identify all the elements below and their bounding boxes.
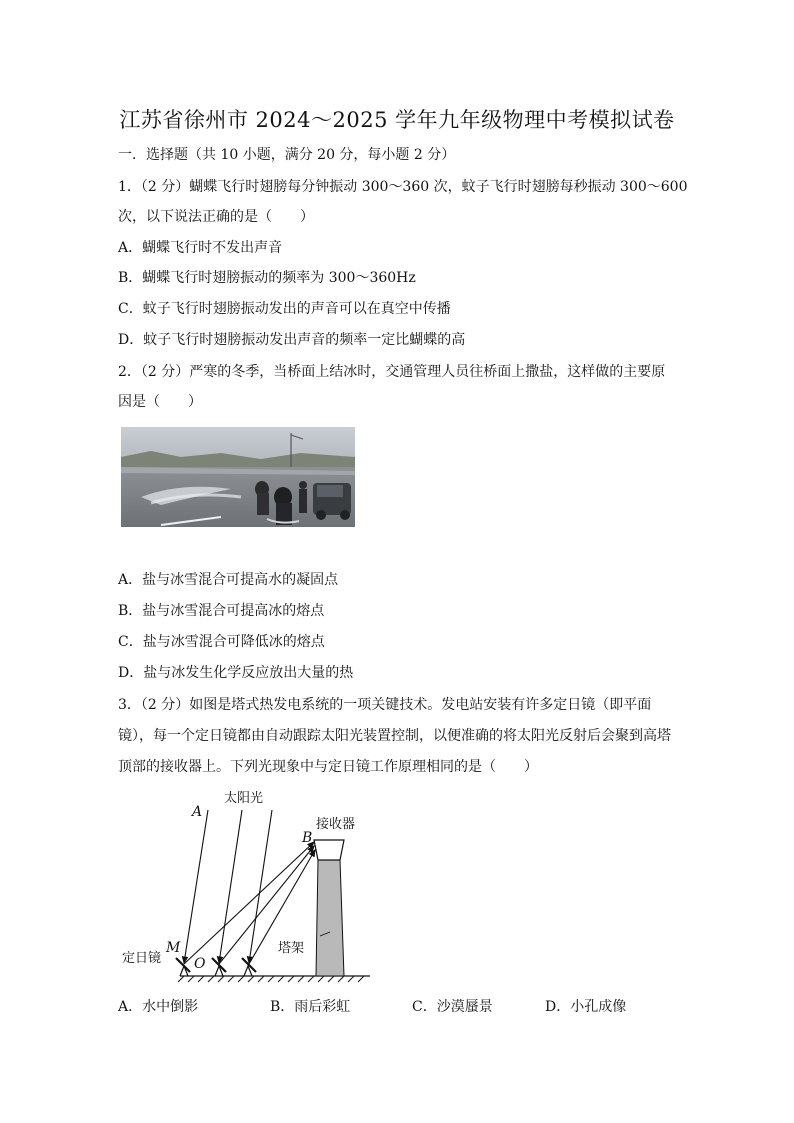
sunlight-rays [184, 810, 272, 963]
q2-option-d: D．盐与冰发生化学反应放出大量的热 [118, 665, 354, 681]
section-heading: 一．选择题（共 10 小题，满分 20 分，每小题 2 分） [118, 147, 456, 163]
q3-option-d: D．小孔成像 [545, 999, 627, 1015]
ground-hatch [178, 976, 364, 982]
tower [316, 860, 344, 976]
q2-stem-line1: 2．（2 分）严寒的冬季，当桥面上结冰时，交通管理人员往桥面上撒盐，这样做的主要原 [118, 364, 666, 380]
q2-option-a: A．盐与冰雪混合可提高水的凝固点 [118, 572, 339, 588]
q3-stem-line1: 3．（2 分）如图是塔式热发电系统的一项关键技术。发电站安装有许多定日镜（即平面 [118, 697, 652, 713]
label-m: M [166, 940, 181, 956]
q3-option-a: A．水中倒影 [118, 999, 199, 1015]
q3-option-c: C．沙漠蜃景 [412, 999, 493, 1015]
label-b: B [302, 830, 313, 846]
q3-option-b: B．雨后彩虹 [270, 999, 351, 1015]
solar-tower-diagram-drawing [118, 782, 378, 987]
q1-option-b: B．蝴蝶飞行时翅膀振动的频率为 300～360Hz [118, 270, 416, 286]
q1-option-d: D．蚊子飞行时翅膀振动发出声音的频率一定比蝴蝶的高 [118, 332, 466, 348]
q1-option-a: A．蝴蝶飞行时不发出声音 [118, 240, 283, 256]
q1-option-c: C．蚊子飞行时翅膀振动发出的声音可以在真空中传播 [118, 301, 451, 317]
sunlight-label: 太阳光 [224, 791, 264, 806]
heliostat-supports [180, 966, 252, 976]
receiver-label: 接收器 [316, 817, 356, 832]
q2-option-c: C．盐与冰雪混合可降低冰的熔点 [118, 634, 325, 650]
q2-option-b: B．盐与冰雪混合可提高冰的熔点 [118, 603, 325, 619]
tower-label: 塔架 [278, 941, 305, 956]
q3-stem-line2: 镜），每一个定日镜都由自动跟踪太阳光装置控制，以便准确的将太阳光反射后会聚到高塔 [118, 728, 671, 744]
q3-stem-line3: 顶部的接收器上。下列光现象中与定日镜工作原理相同的是（ ） [118, 759, 538, 775]
exam-title: 江苏省徐州市 2024～2025 学年九年级物理中考模拟试卷 [119, 108, 675, 132]
label-a: A [192, 804, 203, 820]
bridge-salt-photo [121, 427, 355, 527]
bridge-salt-photo-drawing [121, 427, 355, 527]
solar-tower-diagram [118, 782, 378, 987]
label-o: O [194, 956, 206, 972]
q1-stem-line2: 次，以下说法正确的是（ ） [118, 209, 314, 225]
q2-stem-line2: 因是（ ） [118, 394, 202, 410]
heliostat-label: 定日镜 [122, 951, 162, 966]
receiver [314, 840, 344, 860]
q1-stem-line1: 1．（2 分）蝴蝶飞行时翅膀每分钟振动 300～360 次，蚊子飞行时翅膀每秒振动 300～600 [118, 179, 688, 195]
